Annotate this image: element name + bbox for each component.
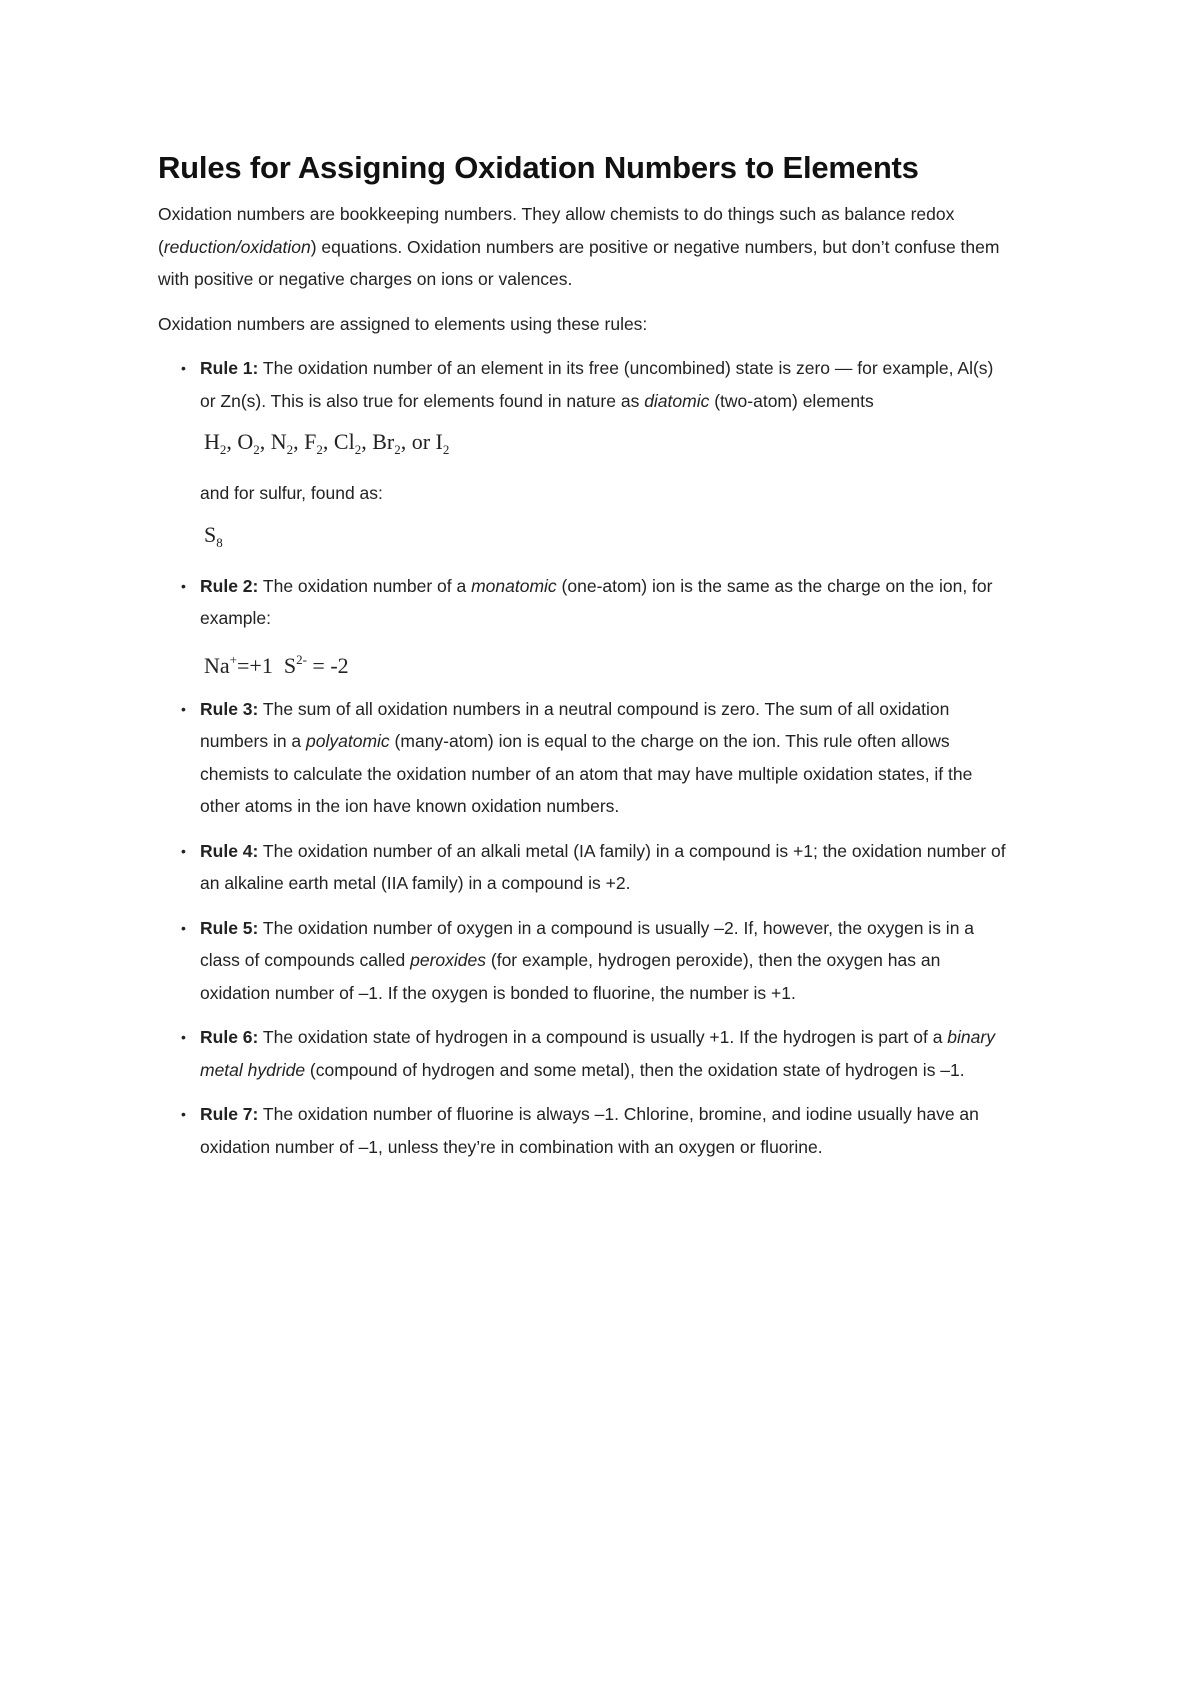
rule-1-label: Rule 1:: [200, 358, 259, 378]
formula-s: S: [204, 521, 217, 547]
rule-1-text-b: (two-atom) elements: [709, 390, 874, 411]
formula-s-sub: 8: [216, 534, 223, 550]
rule-6-text-b: (compound of hydrogen and some metal), then the oxidation state of hydrogen is –1.: [305, 1059, 965, 1080]
formula-o: O: [237, 429, 254, 454]
formula-i: I: [435, 429, 443, 454]
rules-list: [158, 352, 1008, 1163]
formula-i-sub: 2: [442, 442, 450, 457]
rule-6-label: Rule 6:: [200, 1027, 259, 1047]
formula-s-ion: S: [283, 652, 297, 678]
formula-h-sub: 2: [219, 442, 227, 457]
rule-4-text: [200, 835, 1008, 900]
rule-item-5: [158, 912, 1008, 1010]
rule-5-label: Rule 5:: [200, 917, 259, 938]
rule-item-4: [158, 835, 1008, 900]
intro-text-a: Oxidation numbers are bookkeeping numbers. They allow chemists to do things such as balance redox (: [158, 204, 955, 257]
rule-item-7: [158, 1098, 1008, 1163]
rule-2-label: Rule 2:: [200, 575, 259, 596]
rule-1-text: [200, 352, 1008, 417]
rule-5-emphasis: peroxides: [410, 950, 487, 970]
rule-5-text-b: (for example, hydrogen peroxide), then the oxygen has an oxidation number of –1. If the oxygen is bonded to fluorine, the number is +1.: [200, 950, 941, 1003]
rule-2-emphasis: monatomic: [471, 575, 557, 596]
formula-cl-sub: 2: [354, 442, 362, 457]
formula-br-sub: 2: [394, 442, 401, 457]
formula-na-sup: +: [229, 651, 237, 667]
formula-f: F: [304, 429, 317, 454]
rule-2-text: [200, 570, 1008, 635]
rule-6-emphasis: binary metal hydride: [200, 1027, 995, 1080]
rule-3-text-b: (many-atom) ion is equal to the charge on the ion. This rule often allows chemists to calculate the oxidation number of an atom that may have multiple oxidation states, if the other atoms in the ion have known oxidation numbers.: [200, 731, 973, 816]
rule-5-text-a: The oxidation number of oxygen in a compound is usually –2. If, however, the oxygen is in a class of compounds called: [200, 917, 975, 970]
document-page: [158, 150, 1008, 1175]
intro-paragraph: [158, 198, 1008, 296]
rule-item-2: [158, 570, 1008, 681]
rule-6-text-a: The oxidation state of hydrogen in a compound is usually +1. If the hydrogen is part of a: [258, 1027, 948, 1047]
rule-7-text-a: The oxidation number of fluorine is always –1. Chlorine, bromine, and iodine usually have an oxidation number of –1, unless they’re in combination with an oxygen or fluorine.: [200, 1104, 979, 1157]
rule-1-text-a: The oxidation number of an element in its free (uncombined) state is zero — for example, Al(s) or Zn(s). This is also true for elements found in nature as: [200, 358, 994, 411]
formula-n: N: [270, 429, 287, 454]
diatomic-elements-formula: $H_2$, $O_2$, $N_2$, $F_2$, $Cl_2$, $Br_2$, or $I_2$: [204, 429, 450, 457]
rule-4-label: Rule 4:: [200, 840, 259, 861]
formula-s-value: = -2: [312, 652, 349, 678]
formula-n-sub: 2: [286, 442, 294, 457]
rule-7-text: [200, 1098, 1008, 1163]
rule-3-emphasis: polyatomic: [306, 731, 390, 751]
rule-item-3: [158, 693, 1008, 823]
rule-2-text-b: (one-atom) ion is the same as the charge on the ion, for example:: [200, 575, 993, 628]
rule-3-text-a: The sum of all oxidation numbers in a neutral compound is zero. The sum of all oxidation numbers in a: [200, 698, 950, 751]
formula-na-value: =+1: [237, 652, 273, 678]
formula-br: Br: [372, 429, 395, 454]
formula-f-sub: 2: [316, 442, 323, 457]
intro-text-b: ) equations. Oxidation numbers are positive or negative numbers, but don’t confuse them with positive or negative charges on ions or valences.: [158, 236, 1000, 289]
sulfur-formula: [204, 520, 1008, 558]
ion-charge-formula: [204, 645, 1008, 681]
intro-emphasis: reduction/oxidation: [163, 236, 311, 257]
rule-3-text: [200, 693, 1008, 823]
rule-item-6: [158, 1021, 1008, 1086]
formula-na: Na: [204, 652, 230, 678]
rule-1-emphasis: diatomic: [644, 390, 710, 411]
rule-6-text: [200, 1021, 1008, 1086]
formula-cl: Cl: [333, 429, 355, 454]
rule-7-label: Rule 7:: [200, 1104, 259, 1124]
formula-o-sub: 2: [253, 442, 260, 457]
formula-or: or: [411, 429, 431, 454]
rule-item-1: [158, 352, 1008, 558]
formula-s-sup: 2-: [296, 651, 307, 667]
page-title: Rules for Assigning Oxidation Numbers to Elements: [158, 150, 919, 185]
rule-4-text-a: The oxidation number of an alkali metal (IA family) in a compound is +1; the oxidation number of an alkaline earth metal (IIA family) in a compound is +2.: [200, 840, 1006, 893]
rules-intro-paragraph: Oxidation numbers are assigned to elements using these rules:: [158, 313, 648, 334]
rule-1-sulfur-text: and for sulfur, found as:: [200, 483, 383, 503]
rule-3-label: Rule 3:: [200, 698, 259, 719]
formula-h: H: [204, 429, 220, 454]
rule-5-text: [200, 912, 1008, 1010]
rule-2-text-a: The oxidation number of a: [258, 575, 472, 596]
